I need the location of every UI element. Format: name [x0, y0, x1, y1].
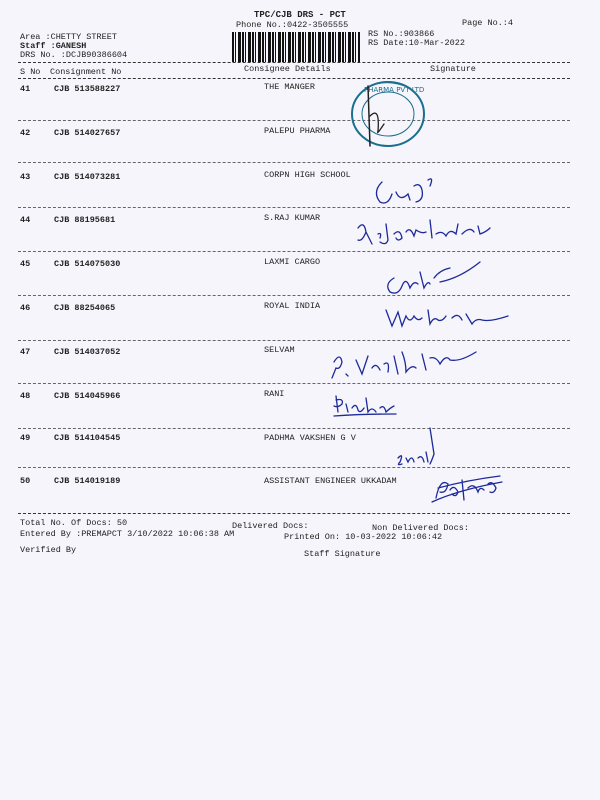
- row-divider: [18, 120, 570, 121]
- column-header-signature: Signature: [430, 64, 476, 74]
- row-divider: [18, 207, 570, 208]
- columns-rule: [18, 78, 570, 79]
- entered-by: Entered By :PREMAPCT 3/10/2022 10:06:38 AM: [20, 529, 235, 539]
- staff-signature-label: Staff Signature: [304, 549, 381, 559]
- signature: [350, 212, 510, 252]
- row-consignment: CJB 514104545: [54, 433, 121, 443]
- row-consignee: LAXMI CARGO: [264, 257, 321, 267]
- row-consignee: PALEPU PHARMA: [264, 126, 331, 136]
- barcode: [232, 32, 360, 62]
- row-consignee: ASSISTANT ENGINEER UKKADAM: [264, 476, 397, 486]
- column-header-consignee: Consignee Details: [244, 64, 331, 74]
- svg-text:PHARMA PVT LTD: PHARMA PVT LTD: [364, 86, 425, 94]
- document-title: TPC/CJB DRS - PCT: [254, 10, 346, 20]
- column-header-sno: S No: [20, 67, 41, 77]
- page-number: Page No.:4: [462, 18, 514, 28]
- signature: [428, 470, 508, 506]
- phone-number: Phone No.:0422-3505555: [236, 20, 349, 30]
- row-sno: 49: [20, 433, 31, 443]
- drs-number: DRS No. :DCJB90386604: [20, 50, 128, 60]
- row-sno: 48: [20, 391, 31, 401]
- row-sno: 42: [20, 128, 31, 138]
- signature: [380, 302, 520, 336]
- staff-label: Staff :GANESH: [20, 41, 87, 51]
- signature: [380, 258, 490, 298]
- row-divider: [18, 383, 570, 384]
- row-consignee: RANI: [264, 389, 285, 399]
- row-sno: 41: [20, 84, 31, 94]
- rs-number: RS No.:903866: [368, 29, 435, 39]
- row-consignee: THE MANGER: [264, 82, 316, 92]
- footer-rule: [18, 513, 570, 514]
- row-consignment: CJB 514073281: [54, 172, 121, 182]
- row-consignment: CJB 514027657: [54, 128, 121, 138]
- area-label: Area :CHETTY STREET: [20, 32, 117, 42]
- row-sno: 50: [20, 476, 31, 486]
- row-consignment: CJB 88254065: [54, 303, 116, 313]
- total-docs: Total No. Of Docs: 50: [20, 518, 128, 528]
- row-consignee: PADHMA VAKSHEN G V: [264, 433, 356, 443]
- signature: [370, 172, 440, 212]
- row-consignment: CJB 88195681: [54, 215, 116, 225]
- row-sno: 47: [20, 347, 31, 357]
- row-consignee: ROYAL INDIA: [264, 301, 321, 311]
- row-consignment: CJB 514075030: [54, 259, 121, 269]
- header-rule: [18, 62, 570, 63]
- row-sno: 46: [20, 303, 31, 313]
- row-consignment: CJB 514019189: [54, 476, 121, 486]
- row-consignment: CJB 513588227: [54, 84, 121, 94]
- row-consignment: CJB 514045966: [54, 391, 121, 401]
- signature: [326, 342, 486, 386]
- column-header-consignment: Consignment No: [50, 67, 122, 77]
- signature: [330, 390, 400, 420]
- row-sno: 45: [20, 259, 31, 269]
- row-sno: 44: [20, 215, 31, 225]
- company-stamp: [340, 76, 440, 156]
- delivered-docs: Delivered Docs:: [232, 521, 309, 531]
- rs-date: RS Date:10-Mar-2022: [368, 38, 465, 48]
- row-consignment: CJB 514037052: [54, 347, 121, 357]
- row-consignee: S.RAJ KUMAR: [264, 213, 321, 223]
- row-consignee: SELVAM: [264, 345, 295, 355]
- row-sno: 43: [20, 172, 31, 182]
- row-divider: [18, 428, 570, 429]
- row-consignee: CORPN HIGH SCHOOL: [264, 170, 351, 180]
- row-divider: [18, 162, 570, 163]
- non-delivered-docs: Non Delivered Docs:: [372, 523, 469, 533]
- row-divider: [18, 467, 570, 468]
- printed-on: Printed On: 10-03-2022 10:06:42: [284, 532, 443, 542]
- verified-by: Verified By: [20, 545, 77, 555]
- signature: [390, 424, 440, 468]
- row-divider: [18, 340, 570, 341]
